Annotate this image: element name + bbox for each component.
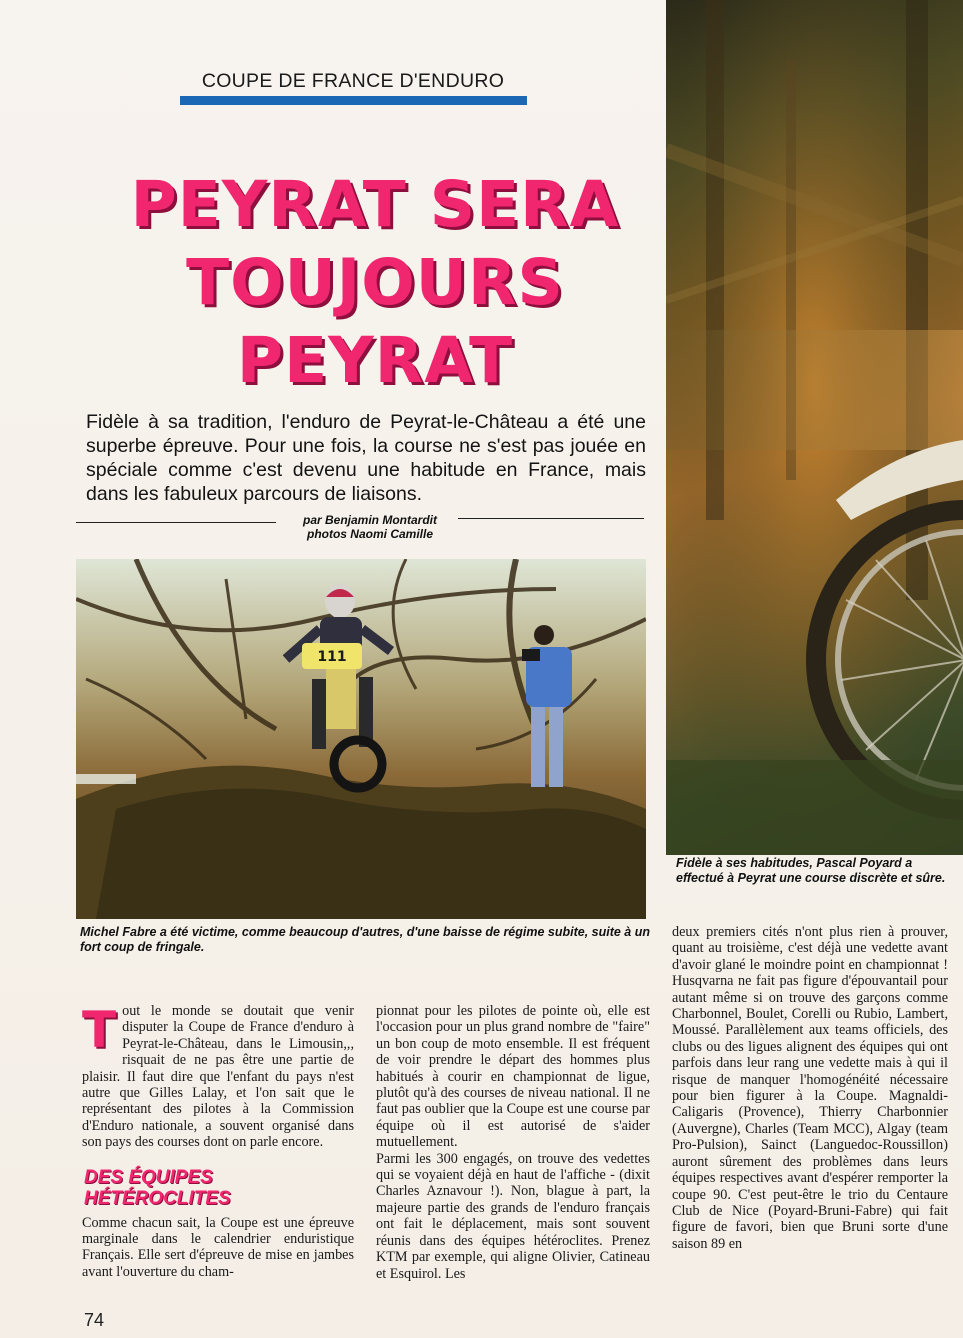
main-photo-art <box>76 559 646 919</box>
section-subhead: DES ÉQUIPES HÉTÉROCLITES <box>84 1166 231 1209</box>
byline <box>270 513 470 541</box>
body-paragraph-1 <box>82 1003 354 1151</box>
main-photo-enduro-rider <box>76 559 646 919</box>
headline-line-1: PEYRAT SERA <box>130 168 620 241</box>
main-photo-caption: Michel Fabre a été victime, comme beaucoup d'autres, d'une baisse de régime subite, suite à un fort coup de fringale. <box>80 925 651 954</box>
byline-photos: photos Naomi Camille <box>306 527 434 541</box>
headline-line-3: PEYRAT <box>236 324 514 397</box>
body-column-2 <box>376 1003 650 1282</box>
number-plate: 111 <box>317 649 347 665</box>
side-photo-caption: Fidèle à ses habitudes, Pascal Poyard a effectué à Peyrat une course discrète et sûre. <box>676 856 946 885</box>
article-intro: Fidèle à sa tradition, l'enduro de Peyrat-le-Château a été une superbe épreuve. Pour une fois, la course ne s'est pas jouée en spéciale comme c'est devenu une habitude en France, mais dans les fabuleux parcours de liaisons. <box>86 411 646 505</box>
headline-line-2: TOUJOURS <box>186 246 564 319</box>
section-kicker: COUPE DE FRANCE D'ENDURO <box>201 70 505 92</box>
byline-rule-right <box>458 518 644 519</box>
side-photo-rider <box>666 0 963 855</box>
side-photo-art <box>666 0 963 855</box>
body-paragraph-1-text: out le monde se doutait que venir disputer la Coupe de France d'enduro à Peyrat-le-Château, dans le Limousin,,, risquait de ne pas être une partie de plaisir. Il faut dire que l'enfant du pays n'est autre que Gilles Lalay, et l'on sait que le représentant des pilotes à la Commission d'Enduro nationale, a souvent organisé dans son pays des courses dont on parle encore. <box>82 1003 354 1151</box>
body-paragraph-4: Parmi les 300 engagés, on trouve des vedettes qui se voyaient déjà en haut de l'affiche - (dixit Charles Aznavour !). Non, blague à part, la majeure partie des grands de l'enduro français ont fait le déplacement, mais sont souvent réunis dans des équipes hétéroclites. Prenez KTM par exemple, qui aligne Olivier, Catineau et Esquirol. Les <box>376 1150 650 1282</box>
byline-author: par Benjamin Montardit <box>302 513 437 527</box>
body-paragraph-5: deux premiers cités n'ont plus rien à prouver, quant au troisième, c'est déjà une vedette avant d'avoir glané le moindre point en championnat ! Husqvarna ne fait pas figure d'épouvantail pour autant même si on trouve des garçons comme Charbonnel, Boulet, Corelli ou Rubio, Lambert, Moussé. Parallèlement aux teams officiels, des clubs ou des ligues alignent des équipes qui ont parfois dans leur rang une vedette mais à qui il risque de manquer l'homogénéité nécessaire pour bien figurer à la Coupe. Magnaldi-Caligaris (Provence), Thierry Charbonnier (Auvergne), Charles (Team MCC), Algay (team Pro-Pulsion), Sainct (Languedoc-Roussillon) auront sûrement des problèmes dans leurs équipes respectives avant d'espérer remporter la coupe 90. C'est peut-être le trio du Centaure Club de Nice (Poyard-Bruni-Fabre) qui fait figure de favori, bien que Bruni sorte d'une saison 89 en <box>672 924 948 1252</box>
drop-cap: T <box>82 1001 117 1059</box>
kicker-underline <box>180 96 527 105</box>
byline-rule-left <box>76 522 276 523</box>
body-paragraph-3: pionnat pour les pilotes de pointe où, elle est l'occasion pour un plus grand nombre de "faire" un bon coup de moto ensemble. Il est fréquent de voir prendre le départ des hommes plus habitués à courir en championnat de ligue, plutôt qu'à des courses de niveau national. Il ne faut pas oublier que la Coupe est une course par équipe où il est autorisé de s'aider mutuellement. <box>376 1003 650 1151</box>
article-headline <box>70 166 680 400</box>
body-column-1 <box>82 1003 354 1280</box>
body-column-3 <box>672 924 948 1252</box>
body-paragraph-2: Comme chacun sait, la Coupe est une épreuve marginale dans le calendrier enduristique Français. Elle sert d'épreuve de mise en jambes avant l'ouverture du cham- <box>82 1214 354 1280</box>
page-number: 74 <box>84 1310 105 1330</box>
